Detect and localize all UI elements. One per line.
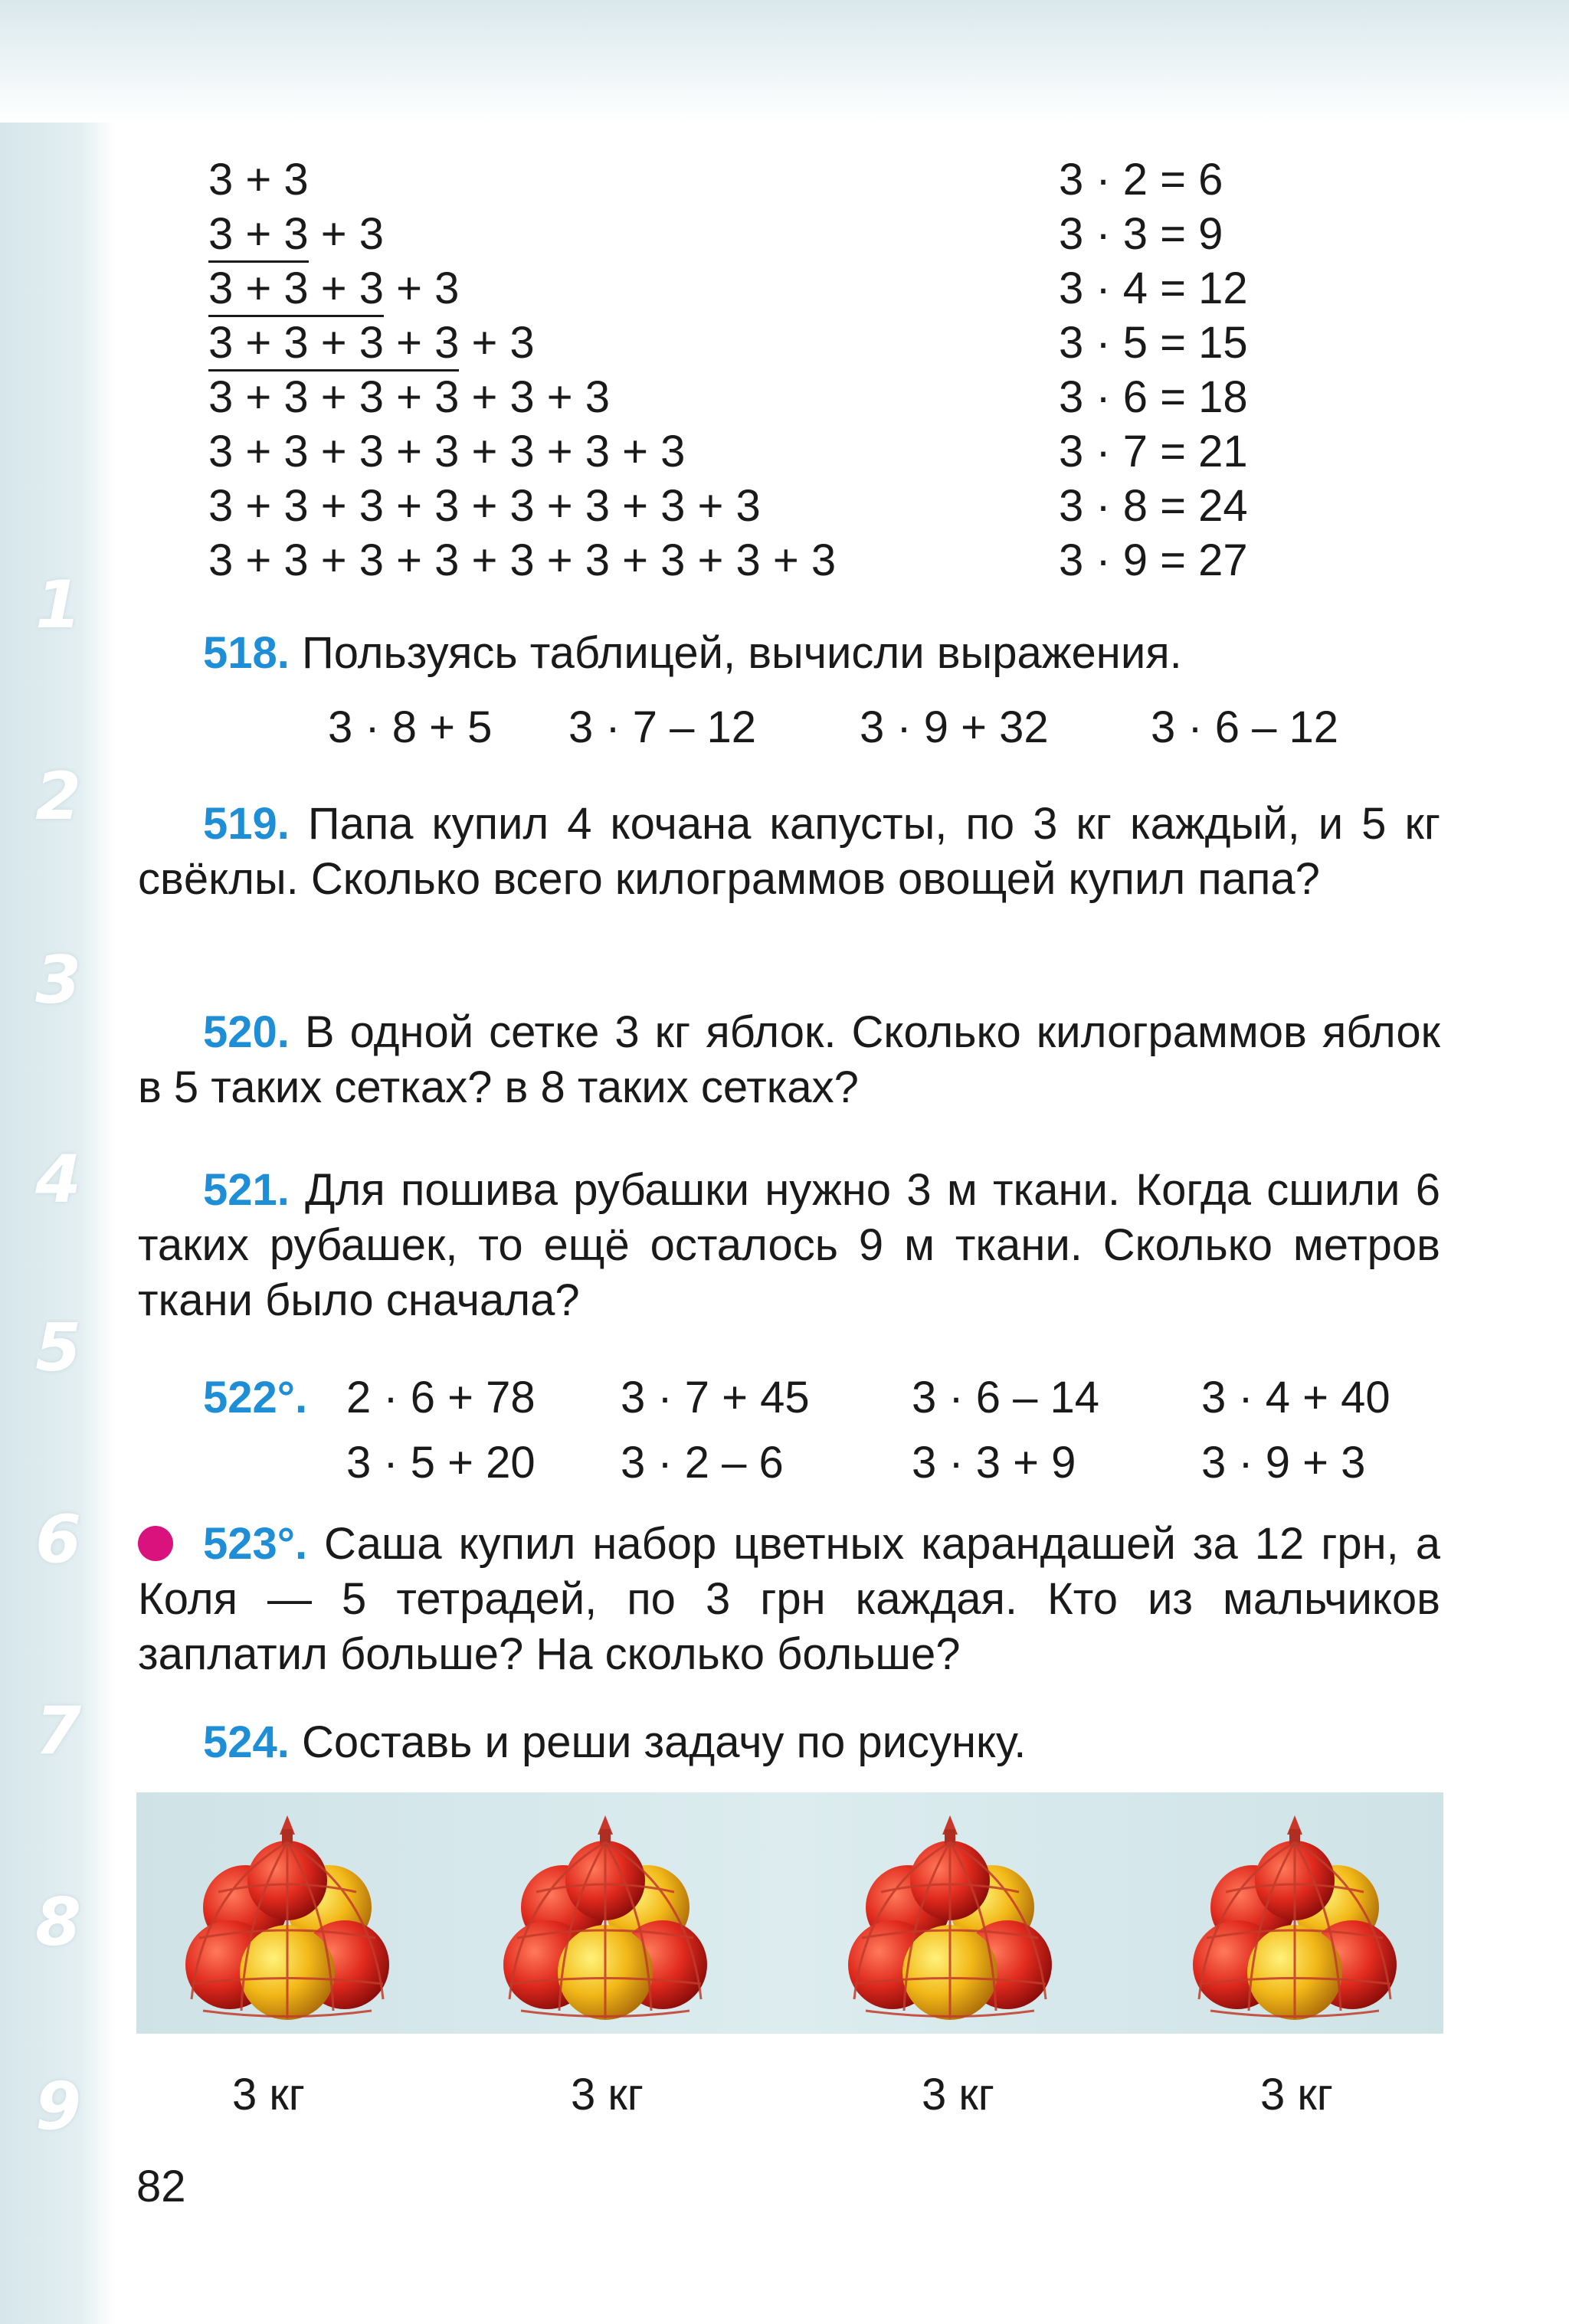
sum-line [208, 480, 761, 533]
side-tab-7: 7 [35, 1693, 81, 1769]
sum-underlined: 3 + 3 + 3 [208, 263, 384, 317]
sum-line [208, 262, 459, 316]
page-number: 82 [136, 2162, 186, 2211]
product-line: 3 · 9 = 27 [1059, 535, 1248, 585]
side-tab-4: 4 [35, 1141, 81, 1218]
sum-rest: 3 + 3 + 3 + 3 + 3 + 3 + 3 + 3 [208, 481, 761, 531]
expression: 3 · 6 – 12 [1151, 702, 1339, 752]
expression: 3 · 3 + 9 [912, 1438, 1076, 1488]
side-tab-9: 9 [35, 2068, 81, 2145]
task-number: 519. [203, 799, 290, 849]
expression: 3 · 5 + 20 [346, 1438, 536, 1488]
product-line: 3 · 8 = 24 [1059, 481, 1248, 531]
sum-rest: + 3 [459, 318, 535, 368]
product-line: 3 · 6 = 18 [1059, 372, 1248, 422]
sum-line [208, 371, 610, 424]
sum-rest: 3 + 3 [208, 155, 309, 205]
side-tab-2: 2 [35, 758, 81, 835]
task-number: 520. [203, 1007, 290, 1057]
product-line: 3 · 5 = 15 [1059, 318, 1248, 368]
task-text: В одной сетке 3 кг яблок. Сколько килограммов яблок в 5 таких сетках? в 8 таких сетках? [138, 1007, 1440, 1112]
expression: 3 · 6 – 14 [912, 1373, 1100, 1422]
task-text: Пользуясь таблицей, вычисли выражения. [289, 628, 1182, 678]
expression: 3 · 7 – 12 [568, 702, 757, 752]
sum-line [208, 534, 836, 588]
task-text: Папа купил 4 кочана капусты, по 3 кг каждый, и 5 кг свёклы. Сколько всего килограммов овощей купил папа? [138, 799, 1440, 904]
task-number: 521. [203, 1165, 290, 1215]
sum-underlined: 3 + 3 [208, 209, 309, 263]
apple-net-bag-icon [835, 1800, 1065, 2030]
expression: 3 · 7 + 45 [621, 1373, 810, 1422]
task-number: 522°. [203, 1373, 308, 1422]
product-line: 3 · 3 = 9 [1059, 209, 1223, 259]
side-tab-8: 8 [35, 1884, 81, 1961]
sum-line [208, 153, 309, 207]
sum-line [208, 316, 535, 370]
bag-weight-label: 3 кг [1260, 2070, 1333, 2119]
task-text: Для пошива рубашки нужно 3 м ткани. Когда сшили 6 таких рубашек, то ещё осталось 9 м ткани. Сколько метров ткани было сначала? [138, 1165, 1440, 1325]
task-519 [138, 797, 1440, 907]
product-line: 3 · 4 = 12 [1059, 263, 1248, 313]
expression: 3 · 2 – 6 [621, 1438, 784, 1488]
side-tab-1: 1 [35, 567, 81, 643]
task-521 [138, 1163, 1440, 1328]
task-520 [138, 1005, 1440, 1115]
task-518 [203, 627, 1182, 680]
task-522-row-1 [0, 1371, 1569, 1425]
sum-rest: 3 + 3 + 3 + 3 + 3 + 3 + 3 + 3 + 3 [208, 535, 837, 585]
task-518-expressions [0, 701, 1569, 754]
task-text: Составь и реши задачу по рисунку. [289, 1717, 1027, 1767]
expression: 2 · 6 + 78 [346, 1373, 536, 1422]
sum-line [208, 425, 685, 479]
sum-rest: + 3 [308, 209, 384, 259]
task-number: 518. [203, 628, 290, 678]
task-524 [203, 1716, 1026, 1769]
bag-weight-label: 3 кг [922, 2070, 994, 2119]
apple-net-bag-icon [490, 1800, 720, 2030]
task-523 [138, 1517, 1440, 1682]
expression: 3 · 9 + 32 [860, 702, 1049, 752]
top-band [0, 0, 1569, 123]
bag-weight-label: 3 кг [571, 2070, 644, 2119]
sum-rest: 3 + 3 + 3 + 3 + 3 + 3 + 3 [208, 427, 686, 476]
sum-line [208, 208, 384, 261]
side-tab-5: 5 [35, 1310, 81, 1386]
side-tab-6: 6 [35, 1501, 81, 1578]
chapter-side-strip [0, 123, 115, 2324]
expression: 3 · 8 + 5 [328, 702, 493, 752]
expression: 3 · 9 + 3 [1201, 1438, 1366, 1488]
expression: 3 · 4 + 40 [1201, 1373, 1390, 1422]
product-line: 3 · 2 = 6 [1059, 155, 1223, 205]
task-number: 524. [203, 1717, 290, 1767]
task-522-row-2 [0, 1436, 1569, 1490]
apple-net-bag-icon [172, 1800, 402, 2030]
sum-underlined: 3 + 3 + 3 + 3 [208, 318, 459, 372]
sum-rest: 3 + 3 + 3 + 3 + 3 + 3 [208, 372, 611, 422]
task-text: Саша купил набор цветных карандашей за 12 грн, а Коля — 5 тетрадей, по 3 грн каждая. Кто из мальчиков заплатил больше? На сколько больше? [138, 1519, 1440, 1679]
bag-weight-label: 3 кг [232, 2070, 305, 2119]
task-number: 523°. [203, 1519, 308, 1569]
product-line: 3 · 7 = 21 [1059, 427, 1248, 476]
side-tab-3: 3 [35, 942, 81, 1019]
apple-net-bag-icon [1180, 1800, 1410, 2030]
sum-rest: + 3 [383, 263, 460, 313]
